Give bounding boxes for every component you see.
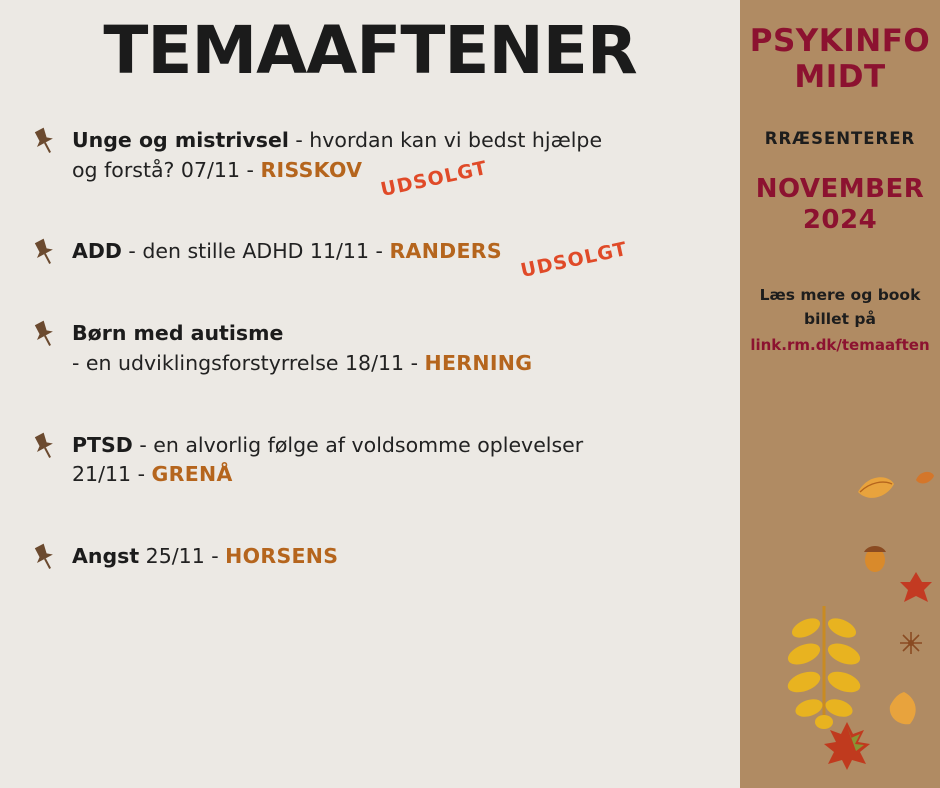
- event-line-1: [72, 542, 740, 572]
- event-detail: og forstå? 07/11 -: [72, 157, 261, 182]
- event-location: GRENÅ: [151, 462, 233, 487]
- acorn-icon: [860, 540, 890, 578]
- month-label: NOVEMBER: [755, 174, 925, 205]
- maple-leaf-icon: [820, 720, 874, 776]
- event-title: Børn med autisme: [72, 321, 284, 346]
- event-detail: - en udviklingsforstyrrelse 18/11 -: [72, 350, 425, 375]
- brand-line-2: MIDT: [794, 58, 886, 95]
- pushpin-icon: [28, 431, 60, 461]
- event-title: Angst: [72, 544, 140, 569]
- pushpin-icon: [28, 319, 60, 349]
- year-label: 2024: [802, 205, 878, 236]
- leaf-icon: [914, 468, 936, 494]
- brand-line-1: PSYKINFO: [749, 23, 931, 59]
- presents-label: RRÆSENTERER: [764, 129, 916, 149]
- event-location: HORSENS: [225, 544, 339, 569]
- event-subtitle: - en alvorlig følge af voldsomme oplevelser: [132, 432, 584, 457]
- event-title: Unge og mistrivsel: [72, 128, 289, 152]
- event-line-2: [72, 460, 740, 490]
- pushpin-icon: [28, 542, 60, 572]
- list-item[interactable]: [26, 126, 740, 201]
- pushpin-icon: [28, 126, 60, 156]
- page-title: TEMAAFTENER: [103, 12, 637, 89]
- list-item[interactable]: [26, 542, 740, 572]
- list-item[interactable]: [26, 319, 740, 378]
- event-subtitle: - den stille ADHD 11/11 -: [121, 239, 390, 264]
- event-location: HERNING: [424, 350, 533, 375]
- event-title: PTSD: [72, 432, 133, 457]
- event-line-1: [72, 237, 740, 283]
- event-line-1: [72, 319, 740, 349]
- pushpin-icon: [28, 237, 60, 267]
- booking-info-line-2: billet på: [804, 309, 876, 328]
- event-location: RANDERS: [389, 239, 502, 264]
- booking-info: [748, 283, 932, 357]
- status-badge: UDSOLGT: [379, 156, 490, 201]
- sidebar: [740, 0, 940, 788]
- event-subtitle: 25/11 -: [139, 544, 226, 569]
- event-location: RISSKOV: [260, 157, 363, 182]
- event-line-1: [72, 431, 740, 461]
- event-subtitle: - hvordan kan vi bedst hjælpe: [288, 128, 603, 152]
- leaf-branch-icon: [776, 600, 872, 734]
- brand-name: [748, 24, 932, 95]
- list-item[interactable]: [26, 237, 740, 283]
- leaf-icon: [886, 690, 922, 732]
- event-detail: 21/11 -: [72, 462, 152, 487]
- leaf-icon: [898, 570, 934, 610]
- event-line-2: [72, 156, 740, 201]
- event-line-1: [72, 126, 740, 156]
- event-line-2: [72, 349, 740, 379]
- list-item[interactable]: [26, 431, 740, 490]
- booking-link[interactable]: link.rm.dk/temaaften: [750, 335, 930, 354]
- seed-pod-icon: [898, 630, 924, 660]
- leaf-icon: [854, 470, 898, 514]
- booking-info-line-1: Læs mere og book: [759, 285, 921, 304]
- event-list: [0, 126, 740, 572]
- event-title: ADD: [72, 239, 122, 264]
- status-badge: UDSOLGT: [518, 238, 630, 283]
